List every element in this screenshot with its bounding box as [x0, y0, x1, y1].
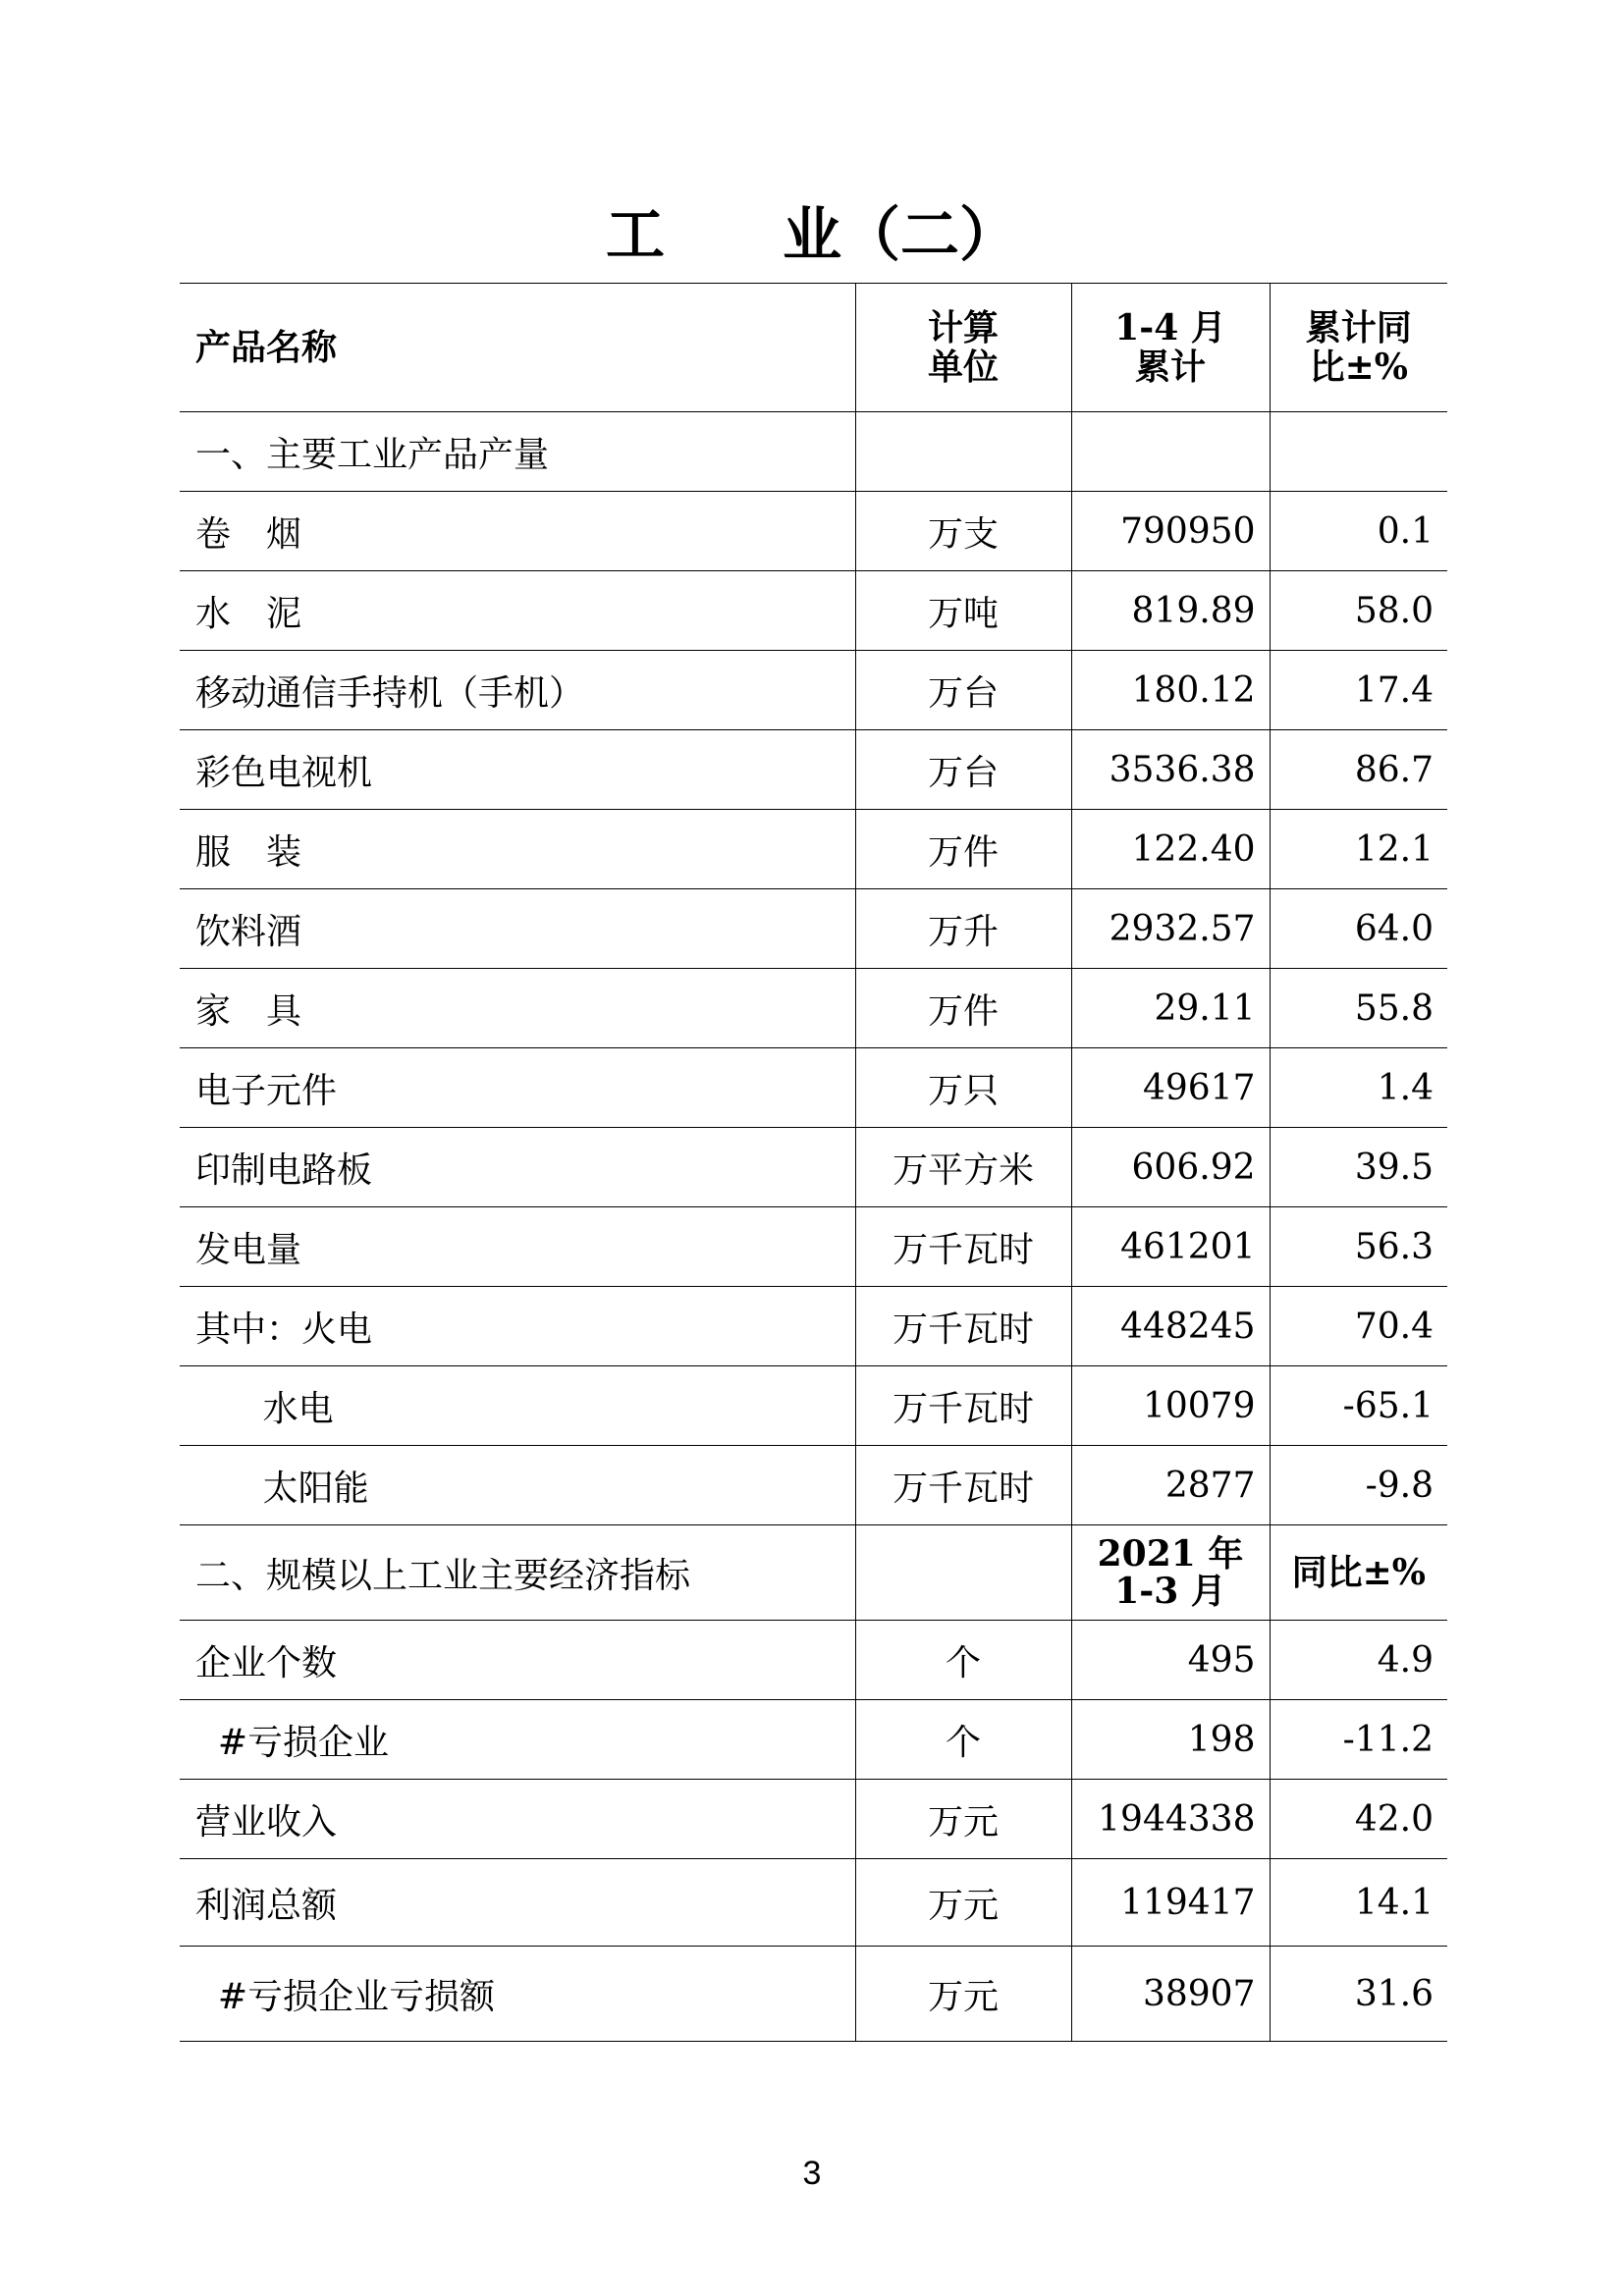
row-unit: 万元 [855, 1859, 1071, 1947]
row-yoy: 64.0 [1270, 889, 1447, 969]
table-header-row [180, 284, 1447, 412]
row-value: 495 [1071, 1621, 1270, 1700]
row-name: 太阳能 [180, 1446, 855, 1525]
header-product-name: 产品名称 [180, 284, 855, 412]
page-number: 3 [802, 2155, 822, 2192]
row-name: 家 具 [180, 969, 855, 1048]
row-value: 29.11 [1071, 969, 1270, 1048]
header-unit [855, 284, 1071, 412]
row-yoy: 86.7 [1270, 730, 1447, 810]
row-name: 卷 烟 [180, 492, 855, 571]
row-name: 企业个数 [180, 1621, 855, 1700]
row-unit: 万台 [855, 730, 1071, 810]
row-name: #亏损企业 [180, 1700, 855, 1780]
row-unit: 万千瓦时 [855, 1366, 1071, 1446]
section2-row [180, 1525, 1447, 1621]
header-yoy [1270, 284, 1447, 412]
row-yoy: 4.9 [1270, 1621, 1447, 1700]
table-row [180, 1621, 1447, 1700]
row-value: 180.12 [1071, 651, 1270, 730]
row-name: 水电 [180, 1366, 855, 1446]
row-yoy: -65.1 [1270, 1366, 1447, 1446]
header-cumulative-line1: 1-4 月 [1114, 307, 1226, 348]
row-yoy: 12.1 [1270, 810, 1447, 889]
row-value: 49617 [1071, 1048, 1270, 1128]
row-value: 3536.38 [1071, 730, 1270, 810]
table-row [180, 651, 1447, 730]
table-row [180, 1128, 1447, 1207]
row-unit: 万元 [855, 1947, 1071, 2042]
row-yoy: 42.0 [1270, 1780, 1447, 1859]
table-row [180, 1859, 1447, 1947]
row-name: 印制电路板 [180, 1128, 855, 1207]
row-unit: 个 [855, 1621, 1071, 1700]
table-row [180, 730, 1447, 810]
row-unit: 万平方米 [855, 1128, 1071, 1207]
table-row [180, 889, 1447, 969]
industry-table [180, 283, 1447, 2042]
row-unit: 万元 [855, 1780, 1071, 1859]
row-unit: 万件 [855, 810, 1071, 889]
row-unit: 万升 [855, 889, 1071, 969]
section2-period [1071, 1525, 1270, 1621]
section2-empty-cell [855, 1525, 1071, 1621]
row-name: 移动通信手持机（手机） [180, 651, 855, 730]
row-name: 营业收入 [180, 1780, 855, 1859]
row-value: 2932.57 [1071, 889, 1270, 969]
header-yoy-line1: 累计同 [1305, 307, 1412, 348]
row-unit: 万只 [855, 1048, 1071, 1128]
row-name: 饮料酒 [180, 889, 855, 969]
table-row [180, 1287, 1447, 1366]
row-yoy: 39.5 [1270, 1128, 1447, 1207]
row-value: 198 [1071, 1700, 1270, 1780]
row-value: 606.92 [1071, 1128, 1270, 1207]
row-value: 2877 [1071, 1446, 1270, 1525]
section1-title: 一、主要工业产品产量 [180, 412, 855, 492]
row-name: 利润总额 [180, 1859, 855, 1947]
header-unit-line1: 计算 [927, 307, 999, 348]
table-row [180, 1366, 1447, 1446]
row-value: 790950 [1071, 492, 1270, 571]
row-name: 水 泥 [180, 571, 855, 651]
row-value: 448245 [1071, 1287, 1270, 1366]
section2-yoy: 同比±% [1270, 1525, 1447, 1621]
row-unit: 万千瓦时 [855, 1287, 1071, 1366]
row-unit: 万千瓦时 [855, 1207, 1071, 1287]
row-yoy: 70.4 [1270, 1287, 1447, 1366]
table-row [180, 1048, 1447, 1128]
row-yoy: 0.1 [1270, 492, 1447, 571]
row-name: #亏损企业亏损额 [180, 1947, 855, 2042]
table-row [180, 969, 1447, 1048]
row-yoy: 1.4 [1270, 1048, 1447, 1128]
row-value: 10079 [1071, 1366, 1270, 1446]
header-cumulative-line2: 累计 [1134, 347, 1206, 388]
row-unit: 万吨 [855, 571, 1071, 651]
row-yoy: 58.0 [1270, 571, 1447, 651]
table-row [180, 1780, 1447, 1859]
table-row [180, 810, 1447, 889]
row-unit: 万台 [855, 651, 1071, 730]
table-row [180, 1207, 1447, 1287]
header-yoy-line2: 比±% [1309, 347, 1408, 388]
row-unit: 万千瓦时 [855, 1446, 1071, 1525]
table-row [180, 1700, 1447, 1780]
row-value: 38907 [1071, 1947, 1270, 2042]
table-row [180, 492, 1447, 571]
section1-empty-cell [1270, 412, 1447, 492]
row-yoy: 55.8 [1270, 969, 1447, 1048]
section1-empty-cell [855, 412, 1071, 492]
row-yoy: -11.2 [1270, 1700, 1447, 1780]
section2-period-line1: 2021 年 [1097, 1533, 1244, 1575]
row-value: 122.40 [1071, 810, 1270, 889]
row-unit: 万支 [855, 492, 1071, 571]
row-name: 电子元件 [180, 1048, 855, 1128]
page-title: 工 业（二） [606, 201, 1018, 270]
row-value: 119417 [1071, 1859, 1270, 1947]
header-unit-line2: 单位 [927, 347, 999, 388]
table-row [180, 1446, 1447, 1525]
row-name: 服 装 [180, 810, 855, 889]
row-yoy: 14.1 [1270, 1859, 1447, 1947]
section2-title: 二、规模以上工业主要经济指标 [180, 1525, 855, 1621]
table-row [180, 571, 1447, 651]
row-value: 1944338 [1071, 1780, 1270, 1859]
section1-row [180, 412, 1447, 492]
row-yoy: 31.6 [1270, 1947, 1447, 2042]
row-name: 发电量 [180, 1207, 855, 1287]
row-name: 彩色电视机 [180, 730, 855, 810]
row-value: 819.89 [1071, 571, 1270, 651]
row-yoy: -9.8 [1270, 1446, 1447, 1525]
row-yoy: 56.3 [1270, 1207, 1447, 1287]
table-row [180, 1947, 1447, 2042]
row-unit: 万件 [855, 969, 1071, 1048]
section1-empty-cell [1071, 412, 1270, 492]
row-yoy: 17.4 [1270, 651, 1447, 730]
row-unit: 个 [855, 1700, 1071, 1780]
row-value: 461201 [1071, 1207, 1270, 1287]
row-name: 其中：火电 [180, 1287, 855, 1366]
section2-period-line2: 1-3 月 [1114, 1571, 1226, 1612]
header-cumulative [1071, 284, 1270, 412]
